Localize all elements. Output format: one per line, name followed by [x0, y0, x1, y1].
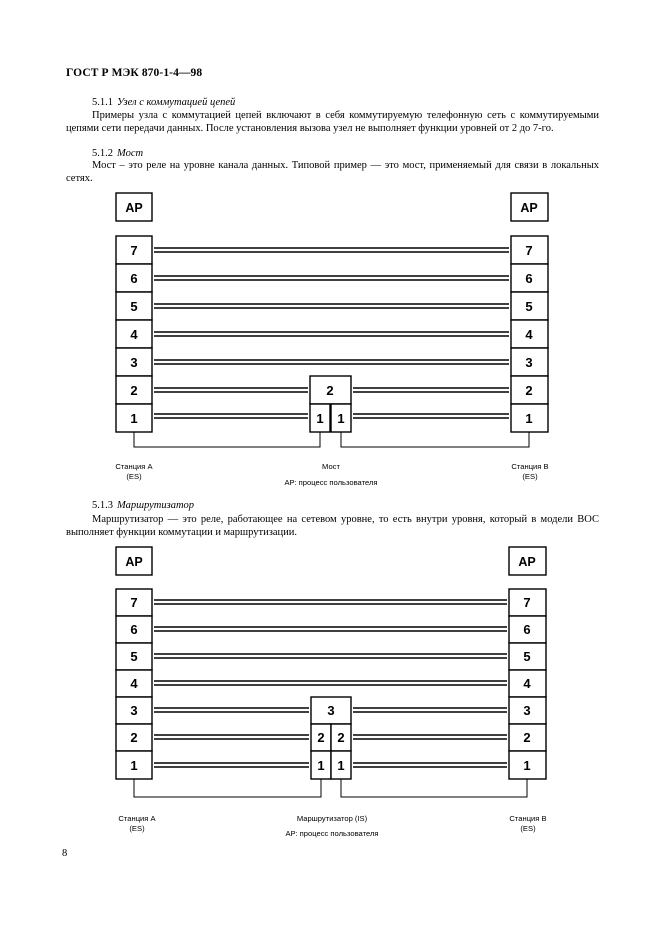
layer-number: 7	[130, 595, 138, 610]
paragraph-router: Маршрутизатор — это реле, работающее на сетевом уровне, то есть внутри уровня, который в модели ВОС выполняет функции коммутации и маршрутизации.	[66, 514, 599, 538]
layer-number: 3	[523, 703, 531, 718]
ap-label: AP	[125, 201, 143, 215]
station-a-caption: Станция А	[118, 814, 156, 823]
relay-layer-number: 3	[327, 703, 335, 718]
layer-number: 5	[130, 299, 138, 314]
layer-number: 4	[130, 676, 138, 691]
layer-number: 4	[525, 327, 533, 342]
layer-number: 7	[130, 243, 138, 258]
paragraph-circuit-switch: Примеры узла с коммутацией цепей включают в себя коммутируемую телефонную сеть с коммутируемыми цепями сети передачи данных. После установления вызова узел не выполняет функции уровней от 2 до 7-го.	[66, 110, 599, 134]
relay-layer-number: 2	[326, 383, 334, 398]
physical-link-right	[341, 779, 527, 797]
relay-layer-number: 1	[316, 411, 324, 426]
section-number: 5.1.1	[92, 97, 113, 108]
layer-number: 6	[130, 271, 138, 286]
router-relay	[311, 697, 351, 779]
section-title: Мост	[117, 148, 144, 159]
document-header: ГОСТ Р МЭК 870-1-4—98	[66, 67, 203, 79]
layer-number: 6	[523, 622, 531, 637]
layer-number: 2	[523, 730, 531, 745]
layer-number: 6	[130, 622, 138, 637]
relay-layer-number: 1	[337, 758, 345, 773]
layer-number: 5	[130, 649, 138, 664]
layer-number: 1	[130, 758, 138, 773]
ap-label: AP	[518, 555, 536, 569]
layer-number: 2	[525, 383, 533, 398]
station-b-caption-sub: (ES)	[522, 472, 538, 481]
layer-number: 2	[130, 730, 138, 745]
layer-number: 7	[523, 595, 531, 610]
station-a-stack	[116, 589, 152, 779]
layer-number: 1	[523, 758, 531, 773]
layer-number: 4	[130, 327, 138, 342]
relay-layer-number: 2	[337, 730, 345, 745]
section-title: Маршрутизатор	[117, 500, 195, 511]
station-b-caption: Станция В	[509, 814, 547, 823]
layer-number: 6	[525, 271, 533, 286]
station-b-caption-sub: (ES)	[520, 824, 536, 833]
paragraph-bridge: Мост – это реле на уровне канала данных. Типовой пример — это мост, применяемый для связи в локальных сетях.	[66, 160, 599, 184]
relay-caption: Маршрутизатор (IS)	[296, 814, 368, 823]
ap-label: AP	[520, 201, 538, 215]
station-a-caption-sub: (ES)	[129, 824, 145, 833]
station-a-caption-sub: (ES)	[126, 472, 142, 481]
station-a-caption: Станция А	[115, 462, 153, 471]
relay-layer-number: 1	[337, 411, 345, 426]
section-number: 5.1.2	[92, 148, 113, 159]
diagram-legend: АР: процесс пользователя	[284, 478, 378, 487]
layer-number: 5	[523, 649, 531, 664]
layer-number: 4	[523, 676, 531, 691]
relay-caption: Мост	[322, 462, 340, 471]
layer-number: 1	[525, 411, 533, 426]
layer-number: 5	[525, 299, 533, 314]
ap-label: AP	[125, 555, 143, 569]
layer-number: 3	[525, 355, 533, 370]
layer-number: 3	[130, 355, 138, 370]
section-title: Узел с коммутацией цепей	[117, 97, 236, 108]
relay-layer-number: 2	[317, 730, 325, 745]
section-number: 5.1.3	[92, 500, 113, 511]
physical-link-left	[134, 779, 321, 797]
layer-number: 7	[525, 243, 533, 258]
station-b-stack	[509, 589, 546, 779]
layer-number: 1	[130, 411, 138, 426]
diagram-legend: АР: процесс пользователя	[285, 829, 379, 838]
page-number: 8	[62, 848, 68, 859]
layer-number: 2	[130, 383, 138, 398]
station-b-caption: Станция В	[511, 462, 549, 471]
relay-layer-number: 1	[317, 758, 325, 773]
layer-number: 3	[130, 703, 138, 718]
